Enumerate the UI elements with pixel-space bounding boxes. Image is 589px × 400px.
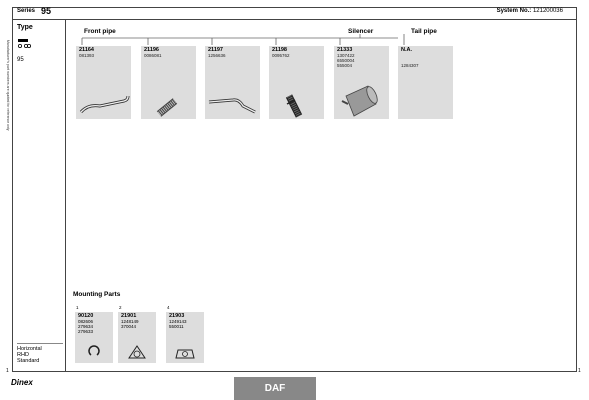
attribute-version: Standard [17, 358, 40, 364]
part-number: N.A. [401, 47, 412, 53]
mounting-index: 2 [119, 305, 122, 310]
part-number: 21197 [208, 47, 223, 53]
group-front-pipe: Front pipe [84, 28, 116, 35]
type-label: Type [17, 24, 33, 31]
flange-gasket-drawing [166, 312, 204, 363]
page-number-right: 1 [578, 368, 581, 374]
part-card[interactable] [205, 46, 260, 119]
part-number: 21164 [79, 47, 94, 53]
system-number-value: 121200036 [532, 8, 563, 14]
model-value: 95 [17, 57, 24, 63]
part-number: 21196 [144, 47, 159, 53]
front-pipe-drawing [76, 46, 131, 119]
part-references: 1307422 6550004 555004 [337, 53, 355, 68]
clamp-drawing [75, 312, 113, 363]
mounting-part-references: 082606 279634 279633 [78, 319, 94, 334]
page-number-left: 1 [6, 368, 9, 374]
series-label: Series [17, 8, 36, 14]
make-tab[interactable]: DAF [234, 377, 316, 400]
mounting-part-card[interactable] [75, 305, 113, 363]
system-number-label: System No.: [496, 8, 532, 14]
bellows-drawing [269, 46, 324, 119]
series-value: 95 [41, 6, 52, 16]
attributes-divider [17, 343, 63, 344]
part-card[interactable] [76, 46, 131, 119]
dinex-logo: Dinex [11, 378, 33, 387]
group-tail-pipe: Tail pipe [411, 28, 437, 35]
sidebar-divider [65, 19, 66, 372]
mounting-part-card[interactable] [166, 305, 204, 363]
silencer-drawing [334, 46, 389, 119]
flex-pipe-drawing [141, 46, 196, 119]
reference-note: Manufacturer's part numbers are quoted for reference only [6, 40, 10, 131]
group-silencer: Silencer [348, 28, 374, 35]
part-card[interactable] [334, 46, 389, 119]
mounting-part-references: 1248149 370044 [121, 319, 139, 329]
attribute-drive: RHD [17, 352, 29, 358]
mounting-part-card[interactable] [118, 305, 156, 363]
attribute-mounting: Horizontal [17, 346, 42, 352]
mounting-part-number: 21901 [121, 313, 137, 319]
mounting-index: 1 [76, 305, 79, 310]
part-card[interactable] [141, 46, 196, 119]
mounting-part-references: 1249143 550011 [169, 319, 187, 329]
mounting-part-number: 90120 [78, 313, 94, 319]
header-divider [12, 19, 577, 20]
part-card[interactable] [269, 46, 324, 119]
part-number: 21198 [272, 47, 287, 53]
system-number [497, 8, 563, 14]
part-references: 0086081 [144, 53, 162, 58]
mounting-index: 4 [167, 305, 170, 310]
part-references: 1284307 [401, 63, 419, 68]
vehicle-attributes [17, 346, 42, 364]
intermediate-pipe-drawing [205, 46, 260, 119]
part-references: 081393 [79, 53, 95, 58]
part-number: 21333 [337, 47, 353, 53]
part-references: 0095762 [272, 53, 290, 58]
truck-icon [17, 38, 31, 49]
mounting-part-number: 21903 [169, 313, 185, 319]
mounting-parts-title: Mounting Parts [73, 291, 121, 298]
gasket-drawing [118, 312, 156, 363]
part-references: 1256636 [208, 53, 226, 58]
part-card[interactable] [398, 46, 453, 119]
